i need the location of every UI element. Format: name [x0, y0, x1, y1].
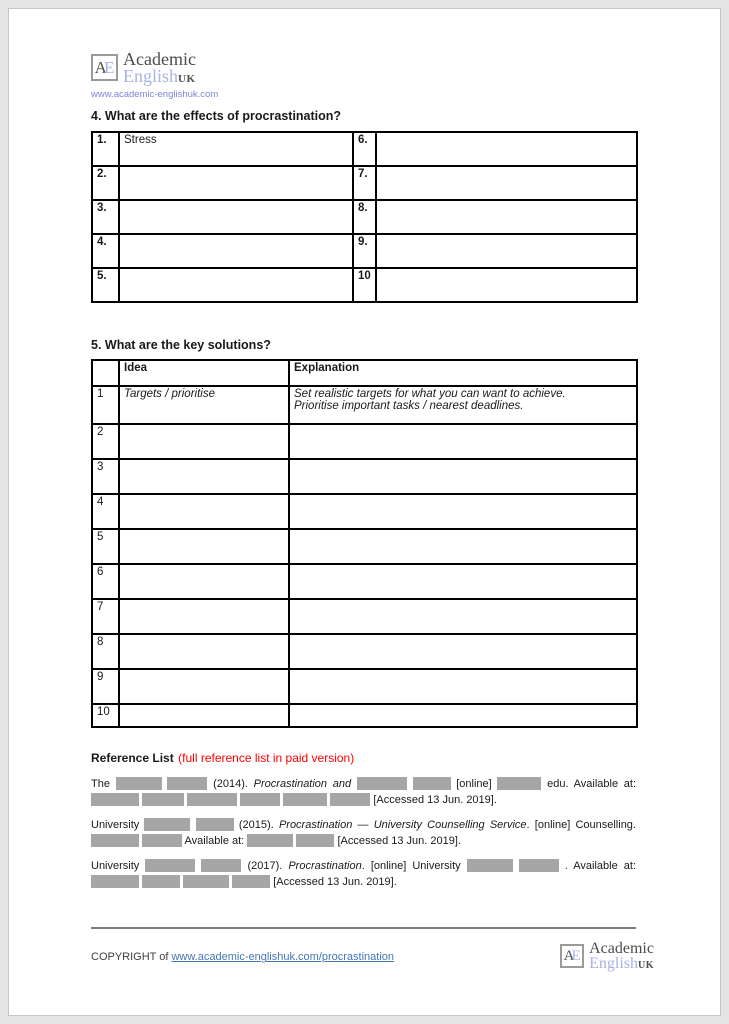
solutions-row-explanation: [289, 669, 637, 704]
solutions-table-row: [92, 424, 637, 459]
reference-entry: The (2014). Procrastination and [online] edu. Available at: [Accessed 13 Jun. 2019].: [91, 778, 637, 807]
redacted-text-block: [145, 859, 195, 872]
solutions-table-row: [92, 634, 637, 669]
redacted-text-block: [144, 818, 190, 831]
effects-row-value: [119, 166, 353, 200]
solutions-header-explanation: Explanation: [289, 360, 637, 386]
footer-logo-monogram-icon: A E: [560, 944, 584, 968]
effects-row-number: 6.: [353, 132, 376, 166]
solutions-row-idea: [119, 529, 289, 564]
question-4-heading: 4. What are the effects of procrastination?: [91, 109, 342, 124]
website-link[interactable]: www.academic-englishuk.com: [91, 89, 219, 101]
redacted-text-block: [497, 777, 541, 790]
redacted-text-block: [167, 777, 207, 790]
solutions-table-body: [92, 360, 637, 727]
effects-row-value: [119, 268, 353, 302]
page-footer: [91, 942, 654, 972]
reference-list-section: [91, 749, 636, 890]
redacted-text-block: [413, 777, 451, 790]
effects-row-number: 1.: [92, 132, 119, 166]
effects-row-number: 10: [353, 268, 376, 302]
effects-row-value: [119, 234, 353, 268]
solutions-row-explanation: [289, 459, 637, 494]
effects-row-value: [376, 166, 637, 200]
solutions-row-number: 5: [92, 529, 119, 564]
solutions-table-row: [92, 459, 637, 494]
redacted-text-block: [296, 834, 334, 847]
footer-divider: [91, 927, 636, 929]
redacted-text-block: [91, 834, 139, 847]
page-header: [91, 9, 636, 102]
redacted-text-block: [201, 859, 241, 872]
reference-list-title: Reference List: [91, 751, 174, 766]
solutions-row-explanation: [289, 424, 637, 459]
solutions-row-idea: [119, 634, 289, 669]
solutions-row-number: 2: [92, 424, 119, 459]
effects-table: [91, 131, 638, 303]
solutions-table-row: [92, 386, 637, 424]
solutions-header-row: [92, 360, 637, 386]
logo-word-academic: Academic: [123, 49, 196, 69]
effects-row-number: 2.: [92, 166, 119, 200]
logo-monogram-icon: [91, 54, 118, 81]
solutions-row-number: 1: [92, 386, 119, 424]
logo-letter-e: E: [103, 58, 115, 77]
solutions-row-idea: [119, 459, 289, 494]
redacted-text-block: [142, 834, 182, 847]
academic-english-uk-logo: [91, 51, 636, 84]
solutions-table-row: [92, 564, 637, 599]
solutions-row-number: 10: [92, 704, 119, 727]
solutions-table-row: [92, 669, 637, 704]
solutions-header-number-cell: [92, 360, 119, 386]
solutions-row-number: 7: [92, 599, 119, 634]
solutions-table-row: [92, 599, 637, 634]
effects-table-row: [92, 268, 637, 302]
solutions-row-explanation: [289, 704, 637, 727]
redacted-text-block: [142, 875, 180, 888]
effects-row-value: [376, 132, 637, 166]
solutions-table-row: [92, 529, 637, 564]
solutions-row-number: 9: [92, 669, 119, 704]
copyright-text: COPYRIGHT of www.academic-englishuk.com/procrastination: [91, 951, 395, 964]
effects-row-value: Stress: [119, 132, 353, 166]
redacted-text-block: [240, 793, 280, 806]
logo-word-uk: UK: [178, 72, 196, 85]
question-5-heading: 5. What are the key solutions?: [91, 338, 271, 353]
effects-row-number: 7.: [353, 166, 376, 200]
redacted-text-block: [330, 793, 370, 806]
effects-row-number: 3.: [92, 200, 119, 234]
solutions-row-explanation: [289, 494, 637, 529]
effects-row-number: 8.: [353, 200, 376, 234]
effects-row-number: 4.: [92, 234, 119, 268]
solutions-row-number: 4: [92, 494, 119, 529]
effects-table-row: [92, 166, 637, 200]
solutions-row-idea: [119, 669, 289, 704]
solutions-row-number: 3: [92, 459, 119, 494]
effects-table-row: [92, 234, 637, 268]
redacted-text-block: [142, 793, 184, 806]
redacted-text-block: [91, 793, 139, 806]
solutions-row-idea: [119, 599, 289, 634]
effects-row-value: [376, 234, 637, 268]
solutions-table-row: [92, 704, 637, 727]
logo-wordmark: [123, 51, 196, 84]
solutions-row-idea: [119, 704, 289, 727]
solutions-table: [91, 359, 638, 728]
footer-logo: A E Academic EnglishUK: [560, 942, 654, 972]
redacted-text-block: [91, 875, 139, 888]
copyright-link[interactable]: www.academic-englishuk.com/procrastination: [171, 951, 395, 964]
solutions-table-row: [92, 494, 637, 529]
reference-items: [91, 776, 636, 890]
effects-row-number: 9.: [353, 234, 376, 268]
solutions-row-idea: [119, 494, 289, 529]
solutions-row-explanation: [289, 634, 637, 669]
solutions-row-explanation: [289, 564, 637, 599]
effects-table-body: [92, 132, 637, 302]
solutions-row-number: 8: [92, 634, 119, 669]
effects-table-row: [92, 200, 637, 234]
redacted-text-block: [187, 793, 237, 806]
solutions-row-explanation: [289, 599, 637, 634]
redacted-text-block: [196, 818, 234, 831]
solutions-row-explanation: Set realistic targets for what you can want to achieve. Prioritise important tasks / nearest deadlines.: [289, 386, 637, 424]
solutions-row-idea: [119, 424, 289, 459]
reference-entry: University (2017). Procrastination. [online] University . Available at: [Accessed 13 Jun. 2019].: [91, 860, 636, 889]
effects-row-value: [376, 268, 637, 302]
redacted-text-block: [467, 859, 513, 872]
redacted-text-block: [183, 875, 229, 888]
reference-entry: University (2015). Procrastination — University Counselling Service. [online] Counselling. Available at: [Accessed 13 Jun. 2019].: [91, 819, 636, 848]
reference-list-note: (full reference list in paid version): [178, 751, 355, 766]
solutions-header-idea: Idea: [119, 360, 289, 386]
solutions-row-explanation: [289, 529, 637, 564]
logo-word-english: EnglishUK: [123, 65, 196, 86]
logo-letter-a: A: [94, 58, 104, 77]
solutions-row-idea: [119, 564, 289, 599]
redacted-text-block: [232, 875, 270, 888]
redacted-text-block: [247, 834, 293, 847]
solutions-row-number: 6: [92, 564, 119, 599]
solutions-row-idea: Targets / prioritise: [119, 386, 289, 424]
redacted-text-block: [357, 777, 407, 790]
document-page: [8, 8, 721, 1016]
effects-row-number: 5.: [92, 268, 119, 302]
redacted-text-block: [116, 777, 162, 790]
effects-table-row: [92, 132, 637, 166]
redacted-text-block: [519, 859, 559, 872]
redacted-text-block: [283, 793, 327, 806]
effects-row-value: [376, 200, 637, 234]
effects-row-value: [119, 200, 353, 234]
